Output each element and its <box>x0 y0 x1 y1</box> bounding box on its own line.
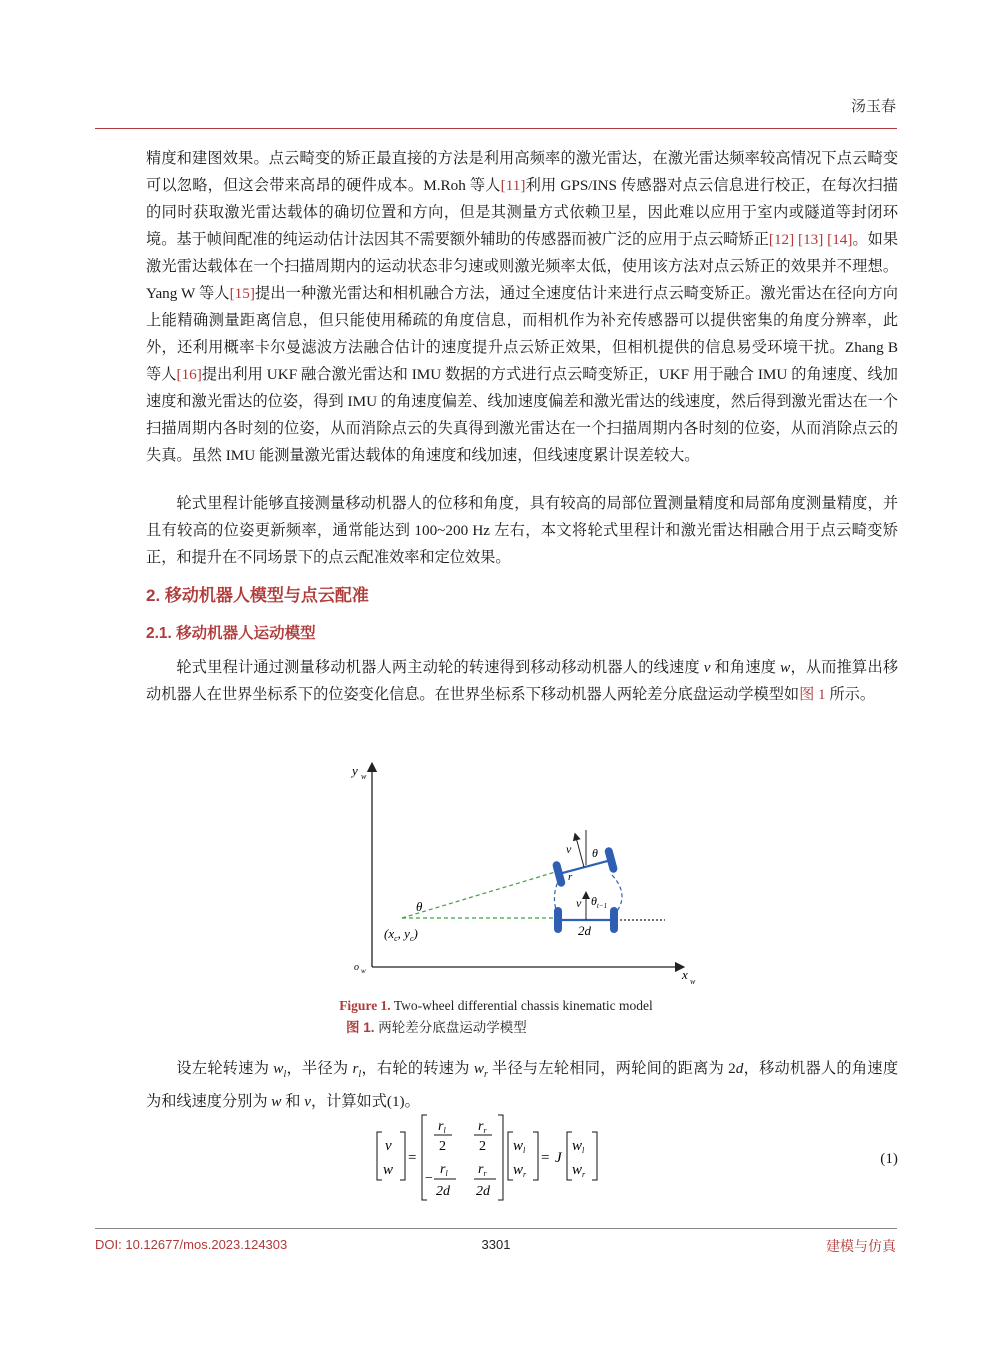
svg-text:r: r <box>568 871 573 883</box>
svg-text:wl: $w_l$ <box>572 1138 585 1155</box>
section-heading-2: 2. 移动机器人模型与点云配准 <box>146 586 369 605</box>
robot-current <box>547 828 619 888</box>
paragraph-3: 轮式里程计通过测量移动机器人两主动轮的转速得到移动移动机器人的线速度 v 和角速度 w，从而推算出移动机器人在世界坐标系下的位姿变化信息。在世界坐标系下移动机器人两轮差分底盘运动学模型如图 1 所示。 <box>146 659 899 703</box>
origin-label: o <box>354 962 359 973</box>
citation-15[interactable]: [15] <box>229 285 255 302</box>
figure-1-kinematic-diagram <box>340 755 710 995</box>
svg-text:rl: $r_l$ <box>440 1162 448 1178</box>
footer-page-number: 3301 <box>481 1237 511 1252</box>
wheel-right-previous <box>610 907 618 933</box>
svg-text:v: v <box>566 842 572 856</box>
svg-text:wr: $w_r$ <box>513 1162 527 1179</box>
theta-label: θ <box>416 899 423 914</box>
svg-text:v: v <box>385 1138 392 1154</box>
svg-text:2d: 2d <box>436 1184 450 1199</box>
citation-12[interactable]: [12] <box>768 231 795 248</box>
wheel-distance-label: 2d <box>578 923 591 938</box>
svg-text:wr: $w_r$ <box>572 1162 586 1179</box>
radius-line-upper <box>402 870 562 918</box>
svg-text:wl: $w_l$ <box>513 1138 526 1155</box>
y-axis-label: y <box>352 763 358 778</box>
x-axis-label: x <box>682 967 688 982</box>
svg-text:rl: $r_l$ <box>438 1119 446 1135</box>
svg-text:w: w <box>361 772 367 781</box>
equation-number: (1) <box>880 1150 898 1167</box>
citation-13[interactable]: [13] <box>798 231 824 248</box>
header-author: 汤玉春 <box>850 99 896 115</box>
section-heading-2-1: 2.1. 移动机器人运动模型 <box>146 625 316 642</box>
svg-text:=: = <box>408 1150 417 1166</box>
svg-text:rr: $r_r$ <box>478 1119 487 1135</box>
paragraph-4: 设左轮转速为 $w_l$，半径为 $r_l$，右轮的转速为 $w_r$ 半径与左轮相同，两轮间的距离为 2d，移动机器人的角速度为和线速度分别为 w 和 v，计算如式(1)。 <box>146 1060 899 1111</box>
svg-text:2: 2 <box>439 1139 446 1154</box>
svg-text:θt−1: $\theta_{t-1}$ <box>591 894 608 910</box>
svg-text:−: − <box>425 1171 433 1186</box>
citation-14[interactable]: [14] <box>827 231 853 248</box>
svg-text:θ: θ <box>592 846 598 860</box>
wheel-left-previous <box>554 907 562 933</box>
rotation-center-label: ($x_c$, $y_c$) <box>384 926 418 943</box>
citation-11[interactable]: [11] <box>500 177 526 194</box>
figure-1-link[interactable]: 图 1 <box>799 686 826 703</box>
svg-text:2d: 2d <box>476 1184 490 1199</box>
figure-caption-en: Figure 1. Two-wheel differential chassis kinematic model <box>339 998 653 1013</box>
equation-1 <box>370 1110 610 1205</box>
svg-text:rr: $r_r$ <box>478 1162 487 1178</box>
svg-text:w: w <box>361 967 366 975</box>
footer-doi[interactable]: DOI: 10.12677/mos.2023.124303 <box>95 1237 288 1252</box>
paragraph-1: 精度和建图效果。点云畸变的矫正最直接的方法是利用高频率的激光雷达，在激光雷达频率较高情况下点云畸变可以忽略，但这会带来高昂的硬件成本。M.Roh 等人[11]利用 GPS/INS 传感器对点云信息进行校正，在每次扫描的同时获取激光雷达载体的确切位置和方向，但是其测量方式依赖卫星，因此难以应用于室内或隧道等封闭环境。基于帧间配准的纯运动估计法因其不需要额外辅助的传感器而被广泛的应用于点云畸矫正[12] [13] [14]。如果激光雷达载体在一个扫描周期内的运动状态非匀速或则激光频率太低，使用该方法对点云矫正的效果并不理想。Yang W 等人[15]提出一种激光雷达和相机融合方法，通过全速度估计来进行点云畸变矫正。激光雷达在径向方向上能精确测量距离信息，但只能使用稀疏的角度信息，而相机作为补充传感器可以提供密集的角度分辨率，此外，还利用概率卡尔曼滤波方法融合估计的速度提升点云矫正效果，但相机提供的信息易受环境干扰。Zhang B 等人[16]提出利用 UKF 融合激光雷达和 IMU 数据的方式进行点云畸变矫正，UKF 用于融合 IMU 的角速度、线加速度和激光雷达的位姿，得到 IMU 的角速度偏差、线加速度偏差和激光雷达的线速度，然后得到激光雷达在一个扫描周期内各时刻的位姿，从而消除点云的失真得到激光雷达在一个扫描周期内各时刻的位姿，从而消除点云的失真。虽然 IMU 能测量激光雷达载体的角速度和线加速，但线速度累计误差较大。 <box>146 150 899 464</box>
footer-rule <box>95 1228 897 1229</box>
header-rule <box>95 128 897 129</box>
citation-16[interactable]: [16] <box>176 366 202 383</box>
svg-text:J: J <box>555 1150 562 1166</box>
footer-journal[interactable]: 建模与仿真 <box>826 1240 896 1255</box>
svg-text:w: w <box>383 1162 394 1178</box>
svg-text:=: = <box>541 1150 550 1166</box>
svg-text:w: w <box>690 977 696 986</box>
paragraph-2: 轮式里程计能够直接测量移动机器人的位移和角度，具有较高的局部位置测量精度和局部角度测量精度，并且有较高的位姿更新频率，通常能达到 100~200 Hz 左右，本文将轮式里程计和激光雷达相融合用于点云畸变矫正，和提升在不同场景下的点云配准效率和定位效果。 <box>146 495 898 566</box>
svg-text:v: v <box>576 896 582 910</box>
svg-text:2: 2 <box>479 1139 486 1154</box>
figure-caption-zh: 图 1. 两轮差分底盘运动学模型 <box>346 1020 527 1035</box>
